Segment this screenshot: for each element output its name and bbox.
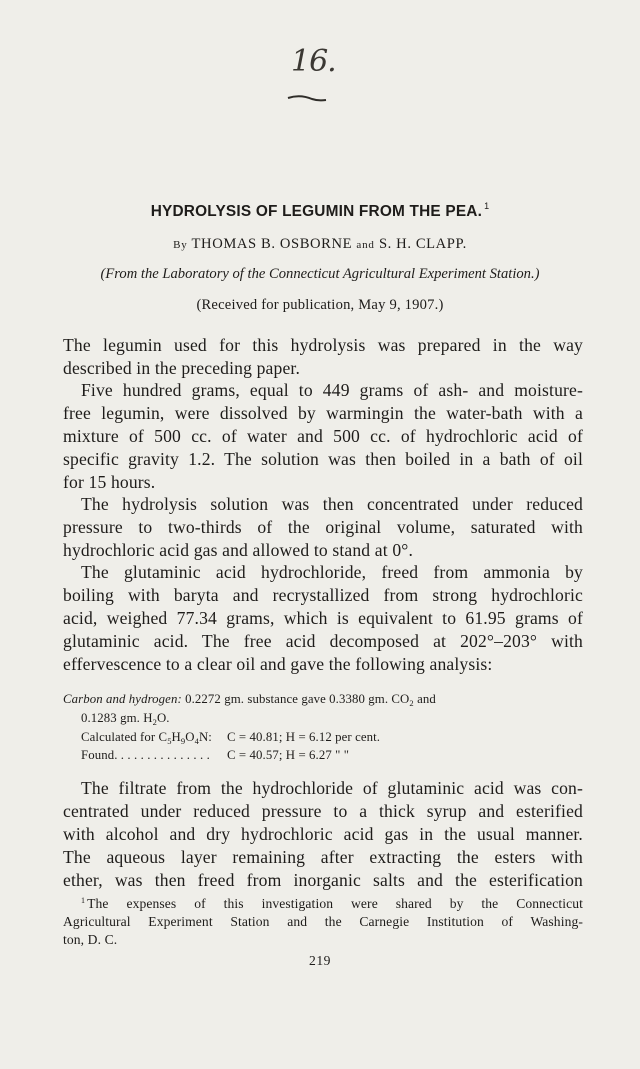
article-title: HYDROLYSIS OF LEGUMIN FROM THE PEA. $^1$	[150, 201, 490, 220]
footnote-line: Agricultural Experiment Station and the Carnegie Institution of Washing-	[63, 914, 583, 929]
page-number: 219	[309, 953, 331, 968]
paragraph-line: mixture of 500 cc. of water and 500 cc. of hydrochloric acid of	[63, 426, 583, 446]
analysis-line-1: Carbon and hydrogen: 0.2272 gm. substance gave 0.3380 gm. $CO_2$ and	[63, 692, 436, 708]
footnote-line: $^1$ The expenses of this investigation were shared by the Connecticut	[81, 896, 583, 911]
paragraph-line: The glutaminic acid hydrochloride, freed from ammonia by	[81, 562, 583, 582]
paragraph-line: hydrochloric acid gas and allowed to stand at 0°.	[63, 540, 414, 560]
paragraph-line: with alcohol and dry hydrochloric acid gas in the usual manner.	[63, 824, 583, 844]
paragraph-line: ether, was then freed from inorganic salts and the esterification	[63, 870, 583, 890]
affiliation: (From the Laboratory of the Connecticut Agricultural Experiment Station.)	[100, 266, 540, 282]
paragraph-line: glutaminic acid. The free acid decomposed at 202°–203° with	[63, 631, 583, 651]
title-footnote-marker: 1	[484, 201, 490, 211]
paragraph-line: free legumin, were dissolved by warmingin the water-bath with a	[63, 403, 583, 423]
footnote-line: ton, D. C.	[63, 932, 118, 947]
paragraph-line: acid, weighed 77.34 grams, which is equivalent to 61.95 grams of	[63, 608, 583, 628]
paragraph-line: The legumin used for this hydrolysis was prepared in the way	[63, 335, 583, 355]
handwritten-underline	[0, 0, 640, 120]
paragraph-line: The filtrate from the hydrochloride of glutaminic acid was con-	[81, 778, 583, 798]
paragraph-line: centrated under reduced pressure to a thick syrup and esterified	[63, 801, 583, 821]
paragraph-line: The hydrolysis solution was then concentrated under reduced	[81, 494, 583, 514]
paragraph-line: boiling with baryta and recrystallized from strong hydrochloric	[63, 585, 583, 605]
analysis-line-2: 0.1283 gm. $H_2O$.	[81, 711, 170, 727]
handwritten-page-mark: 16.	[291, 44, 336, 79]
footnote-marker: 1	[81, 896, 86, 905]
received-date: (Received for publication, May 9, 1907.)	[196, 297, 444, 313]
paragraph-line: effervescence to a clear oil and gave the following analysis:	[63, 654, 493, 674]
analysis-found-label: Found. . . . . . . . . . . . . . .	[81, 748, 210, 762]
paragraph-line: described in the preceding paper.	[63, 358, 300, 378]
paragraph-line: Five hundred grams, equal to 449 grams of ash- and moisture-	[81, 380, 583, 400]
paragraph-line: pressure to two-thirds of the original volume, saturated with	[63, 517, 583, 537]
paragraph-line: specific gravity 1.2. The solution was then boiled in a bath of oil	[63, 449, 583, 469]
paragraph-line: for 15 hours.	[63, 472, 156, 492]
analysis-calculated: Calculated for $C_5H_9O_4N$:	[81, 730, 212, 746]
byline: By THOMAS B. OSBORNE and S. H. CLAPP.	[173, 236, 467, 252]
paragraph-line: The aqueous layer remaining after extracting the esters with	[63, 847, 583, 867]
analysis-calculated-values: C = 40.81; H = 6.12 per cent.	[227, 730, 381, 744]
analysis-found-values: C = 40.57; H = 6.27 " "	[227, 748, 350, 762]
